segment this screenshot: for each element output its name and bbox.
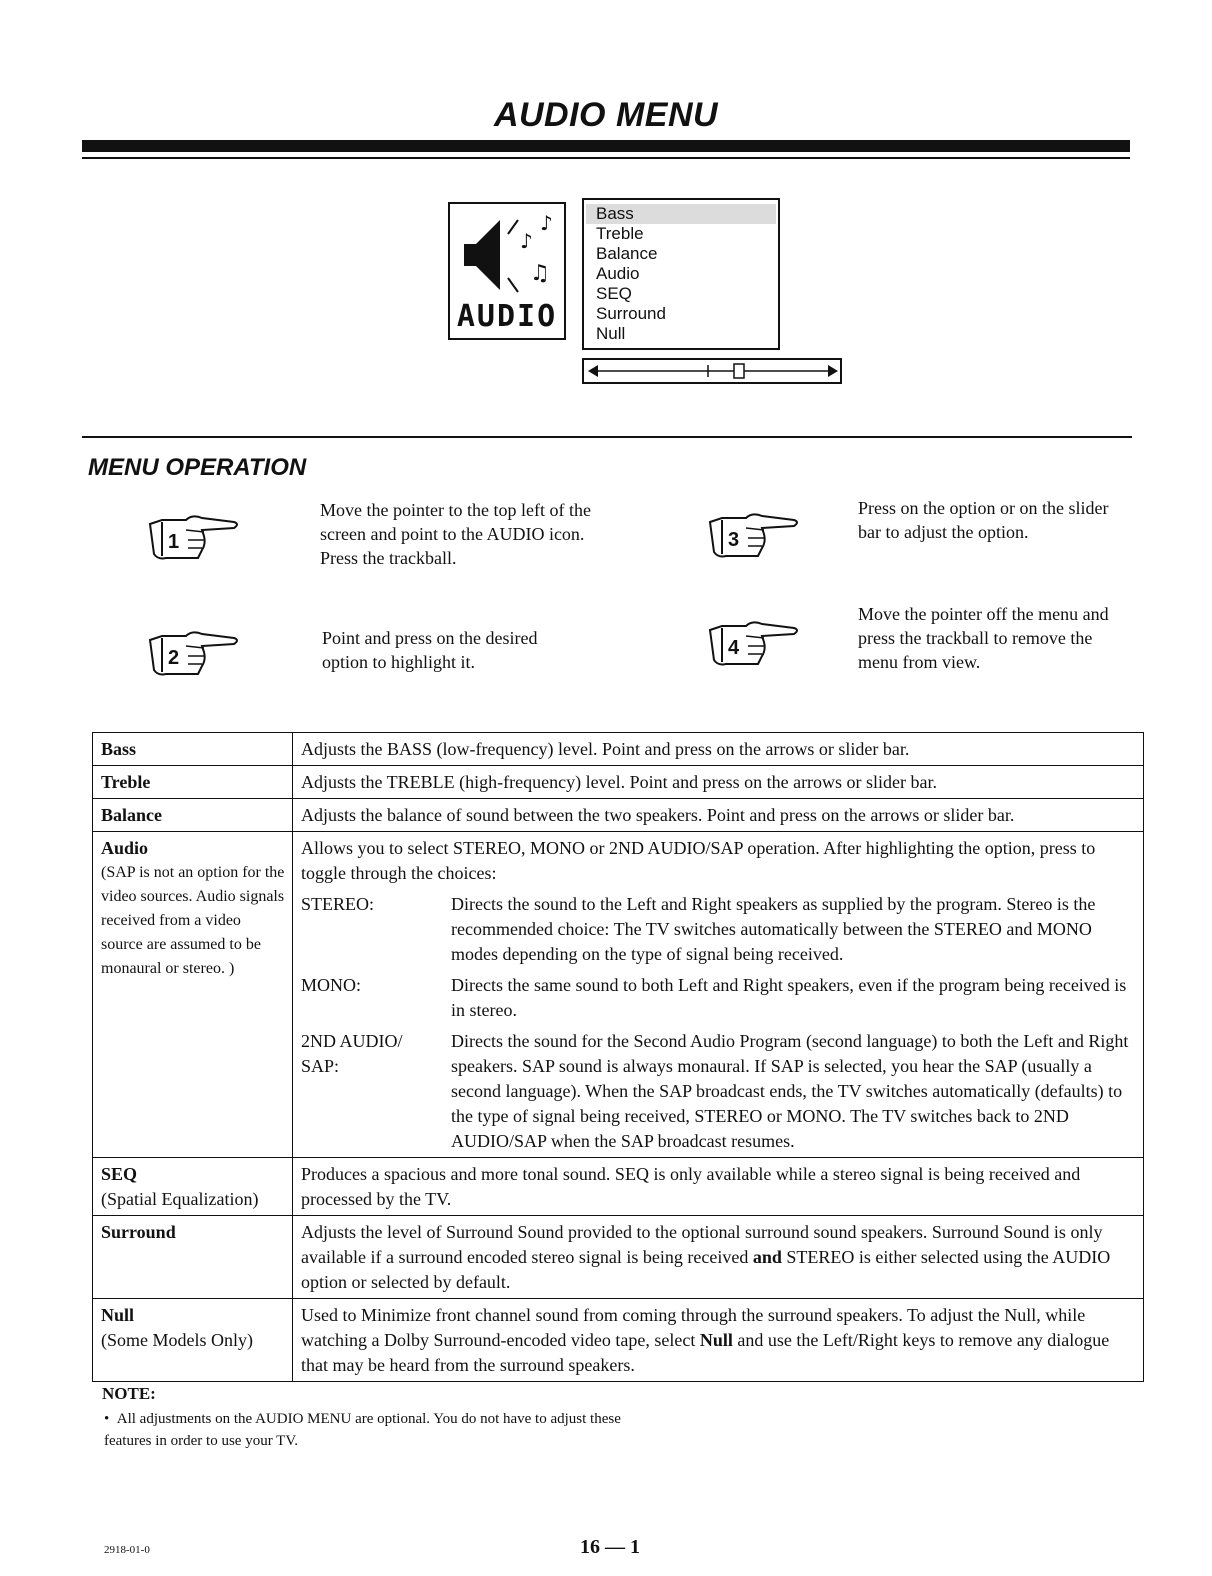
table-row-balance bbox=[93, 799, 1144, 832]
menu-item-seq[interactable]: SEQ bbox=[596, 284, 632, 303]
feature-name: Bass bbox=[101, 739, 137, 759]
slider-thumb bbox=[734, 364, 744, 378]
pointing-hand-icon bbox=[706, 508, 802, 564]
feature-desc: Adjusts the balance of sound between the two speakers. Point and press on the arrows or slider bar. bbox=[293, 799, 1144, 832]
section-rule bbox=[82, 436, 1132, 438]
feature-name: Null bbox=[101, 1305, 135, 1325]
option-desc: Directs the sound for the Second Audio Program (second language) to both the Left and Right speakers. SAP sound is always monaural. If SAP is selected, you hear the SAP (usually a second language). When the SAP broadcast ends, the TV switches automatically (defaults) to the type of signal being received, STEREO or MONO. The TV switches back to 2ND AUDIO/SAP when the SAP broadcast resumes. bbox=[451, 1031, 1129, 1151]
option-desc: Directs the same sound to both Left and Right speakers, even if the program being received is in stereo. bbox=[451, 975, 1127, 1020]
arrow-right-icon bbox=[828, 365, 838, 377]
table-row-surround bbox=[93, 1216, 1144, 1299]
pointing-hand-icon bbox=[146, 510, 242, 566]
feature-desc: Produces a spacious and more tonal sound. SEQ is only available while a stereo signal is being received and processed by the TV. bbox=[293, 1158, 1144, 1216]
step-4-number: 4 bbox=[728, 637, 740, 659]
pointing-hand-icon bbox=[146, 626, 242, 682]
menu-operation-heading: MENU OPERATION bbox=[88, 454, 307, 481]
table-row-null bbox=[93, 1299, 1144, 1382]
menu-item-audio[interactable]: Audio bbox=[596, 264, 640, 283]
feature-name: Surround bbox=[101, 1222, 176, 1242]
slider-bar[interactable] bbox=[582, 358, 842, 384]
feature-desc: Adjusts the level of Surround Sound provided to the optional surround sound speakers. Surround Sound is only available if a surround encoded stereo signal is being received and STEREO is either selected using the AUDIO option or selected by default. bbox=[293, 1216, 1144, 1299]
table-row-audio bbox=[93, 832, 1144, 1158]
table-row-bass bbox=[93, 733, 1144, 766]
menu-item-balance[interactable]: Balance bbox=[596, 244, 658, 263]
note-heading: NOTE: bbox=[102, 1384, 156, 1403]
menu-item-surround[interactable]: Surround bbox=[596, 304, 666, 323]
feature-desc: Adjusts the TREBLE (high-frequency) level. Point and press on the arrows or slider bar. bbox=[293, 766, 1144, 799]
step-2-text: Point and press on the desired option to highlight it. bbox=[322, 628, 538, 672]
feature-name: SEQ bbox=[101, 1164, 138, 1184]
menu-item-treble[interactable]: Treble bbox=[596, 224, 644, 243]
feature-table bbox=[92, 732, 1144, 1382]
option-desc: Directs the sound to the Left and Right speakers as supplied by the program. Stereo is the recommended choice: The TV switches automatically between the STEREO and MONO modes depending on the type of signal being received. bbox=[451, 894, 1096, 964]
step-1-number: 1 bbox=[168, 531, 180, 553]
svg-text:♪: ♪ bbox=[540, 211, 553, 235]
step-3-text: Press on the option or on the slider bar to adjust the option. bbox=[858, 498, 1109, 542]
svg-text:♫: ♫ bbox=[530, 261, 550, 286]
step-3-number: 3 bbox=[728, 529, 740, 551]
doc-code: 2918-01-0 bbox=[104, 1544, 150, 1556]
feature-desc: Adjusts the BASS (low-frequency) level. Point and press on the arrows or slider bar. bbox=[293, 733, 1144, 766]
speaker-music-icon bbox=[456, 208, 560, 304]
step-2-number: 2 bbox=[168, 647, 180, 669]
step-1-text: Move the pointer to the top left of the screen and point to the AUDIO icon. Press the trackball. bbox=[320, 500, 591, 568]
feature-sub: (Some Models Only) bbox=[101, 1330, 253, 1350]
audio-option-mono bbox=[301, 973, 1137, 1023]
menu-item-bass[interactable]: Bass bbox=[586, 204, 776, 224]
feature-note: (SAP is not an option for the video sources. Audio signals received from a video source are assumed to be monaural or stereo. ) bbox=[101, 864, 285, 977]
table-row-treble bbox=[93, 766, 1144, 799]
feature-desc: Allows you to select STEREO, MONO or 2ND AUDIO/SAP operation. After highlighting the option, press to toggle through the choices: bbox=[301, 838, 1096, 883]
option-label: 2ND AUDIO/ SAP: bbox=[301, 1031, 403, 1076]
option-label: MONO: bbox=[301, 975, 362, 995]
page-number: 16 — 1 bbox=[580, 1536, 640, 1558]
title-rule bbox=[82, 140, 1130, 152]
note-text: • All adjustments on the AUDIO MENU are optional. You do not have to adjust these features in order to use your TV. bbox=[104, 1411, 621, 1449]
svg-text:♪: ♪ bbox=[520, 229, 533, 253]
feature-name: Treble bbox=[101, 772, 151, 792]
option-label: STEREO: bbox=[301, 894, 375, 914]
feature-sub: (Spatial Equalization) bbox=[101, 1189, 259, 1209]
feature-name: Balance bbox=[101, 805, 162, 825]
pointing-hand-icon bbox=[706, 616, 802, 672]
audio-menu-list bbox=[582, 198, 780, 350]
audio-option-sap bbox=[301, 1029, 1137, 1154]
feature-name: Audio bbox=[101, 838, 149, 858]
slider-track bbox=[584, 360, 840, 382]
menu-item-null[interactable]: Null bbox=[596, 324, 626, 343]
audio-option-stereo bbox=[301, 892, 1137, 967]
arrow-left-icon bbox=[588, 365, 598, 377]
feature-desc: Used to Minimize front channel sound from coming through the surround speakers. To adjust the Null, while watching a Dolby Surround-encoded video tape, select Null and use the Left/Right keys to remove any dialogue that may be heard from the surround speakers. bbox=[293, 1299, 1144, 1382]
audio-icon-label: AUDIO bbox=[456, 299, 558, 334]
audio-icon-button[interactable] bbox=[448, 202, 566, 340]
page-title: AUDIO MENU bbox=[493, 96, 719, 134]
step-4-text: Move the pointer off the menu and press the trackball to remove the menu from view. bbox=[858, 604, 1109, 672]
table-row-seq bbox=[93, 1158, 1144, 1216]
title-rule-thin bbox=[82, 157, 1130, 159]
bullet-icon: • bbox=[104, 1411, 117, 1427]
